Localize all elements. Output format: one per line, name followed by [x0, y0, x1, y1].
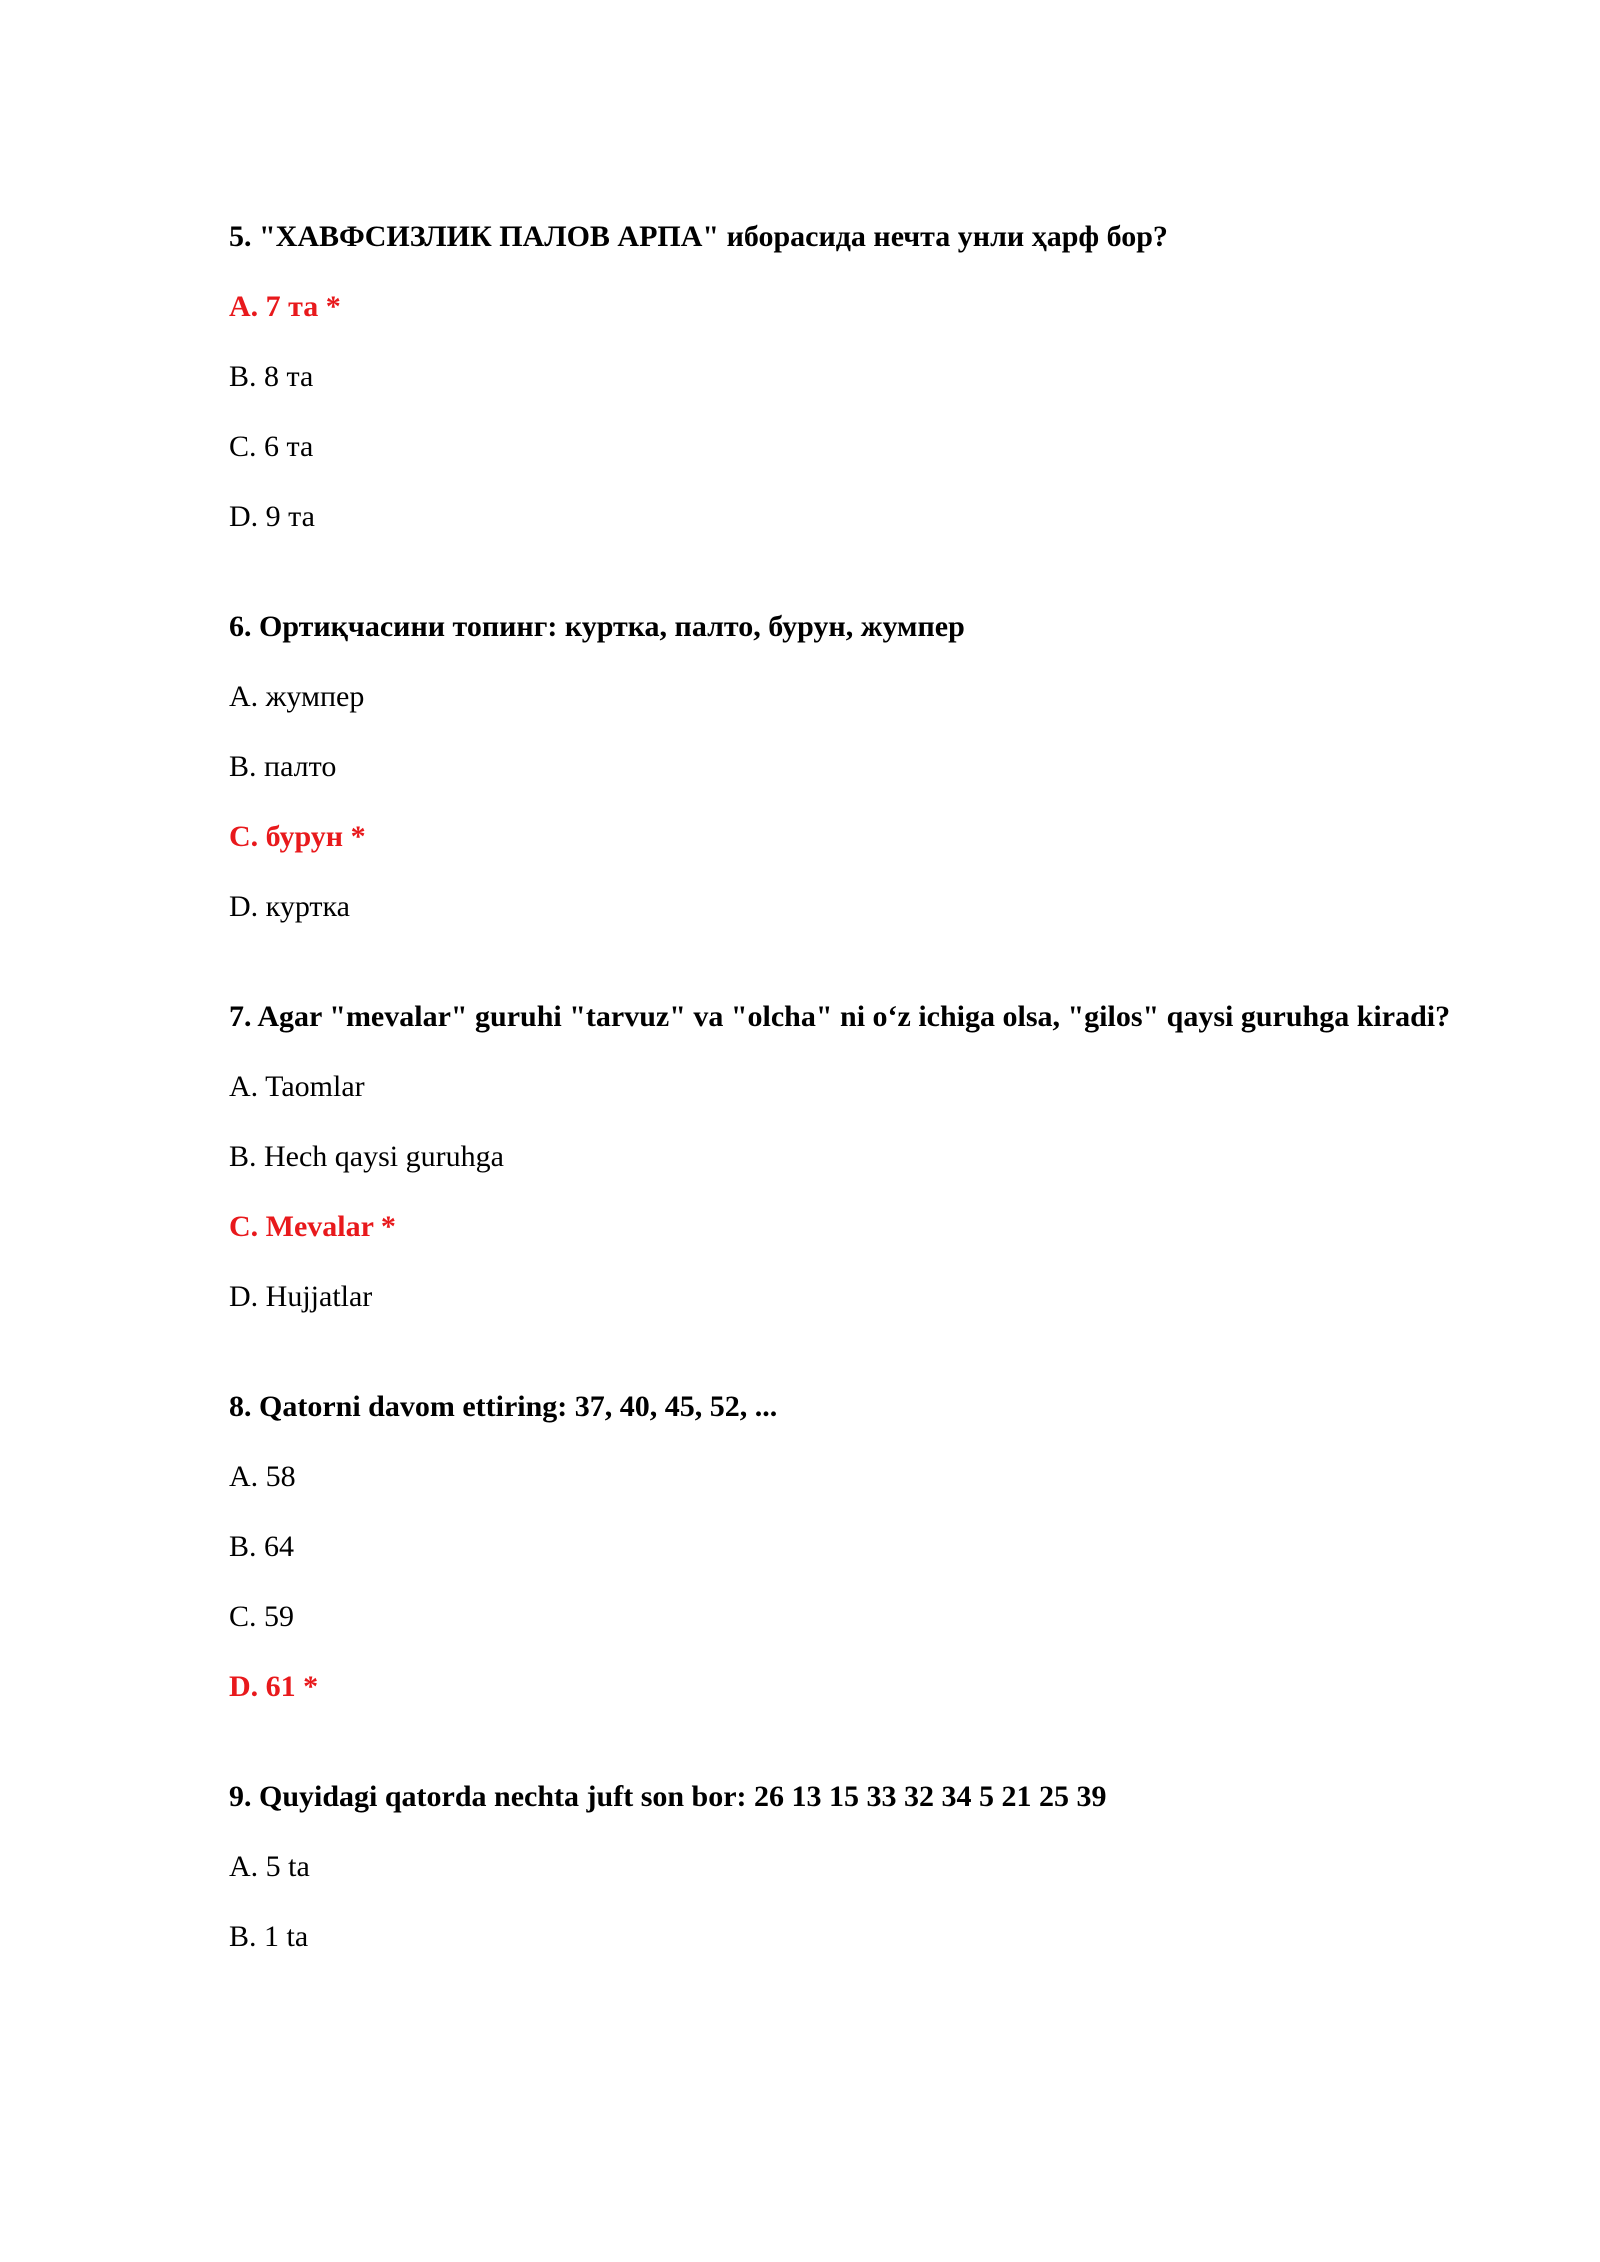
question-9 — [229, 1776, 1459, 1958]
question-8 — [229, 1386, 1459, 1708]
question-5 — [229, 216, 1459, 538]
option-c: C. 59 — [229, 1600, 295, 1633]
question-text: 9. Quyidagi qatorda nechta juft son bor: 26 13 15 33 32 34 5 21 25 39 — [229, 1780, 1107, 1813]
question-6 — [229, 606, 1459, 928]
option-b: B. 64 — [229, 1530, 295, 1563]
option-d: D. 61 * — [229, 1670, 319, 1703]
option-c: C. бурун * — [229, 820, 366, 853]
question-text: 5. "ХАВФСИЗЛИК ПАЛОВ АРПА" иборасида нечта унли ҳарф бор? — [229, 220, 1168, 253]
option-b: B. 8 та — [229, 360, 314, 393]
option-a: A. 58 — [229, 1460, 296, 1493]
option-d: D. Hujjatlar — [229, 1280, 373, 1313]
option-a: A. жумпер — [229, 680, 365, 713]
option-b: B. 1 ta — [229, 1920, 309, 1953]
option-b: B. палто — [229, 750, 337, 783]
option-a: A. Taomlar — [229, 1070, 365, 1103]
option-d: D. куртка — [229, 890, 350, 923]
question-7 — [229, 996, 1459, 1318]
option-a: A. 7 та * — [229, 290, 341, 323]
question-text: 6. Ортиқчасини топинг: куртка, палто, бурун, жумпер — [229, 610, 965, 643]
option-b: B. Hech qaysi guruhga — [229, 1140, 504, 1173]
question-text: 8. Qatorni davom ettiring: 37, 40, 45, 52, ... — [229, 1390, 778, 1423]
question-text: 7. Agar "mevalar" guruhi "tarvuz" va "olcha" ni oʻz ichiga olsa, "gilos" qaysi guruhga kiradi? — [229, 1000, 1451, 1033]
option-d: D. 9 та — [229, 500, 315, 533]
option-c: C. 6 та — [229, 430, 314, 463]
option-c: C. Mevalar * — [229, 1210, 396, 1243]
quiz-content — [229, 216, 1459, 1958]
option-a: A. 5 ta — [229, 1850, 310, 1883]
